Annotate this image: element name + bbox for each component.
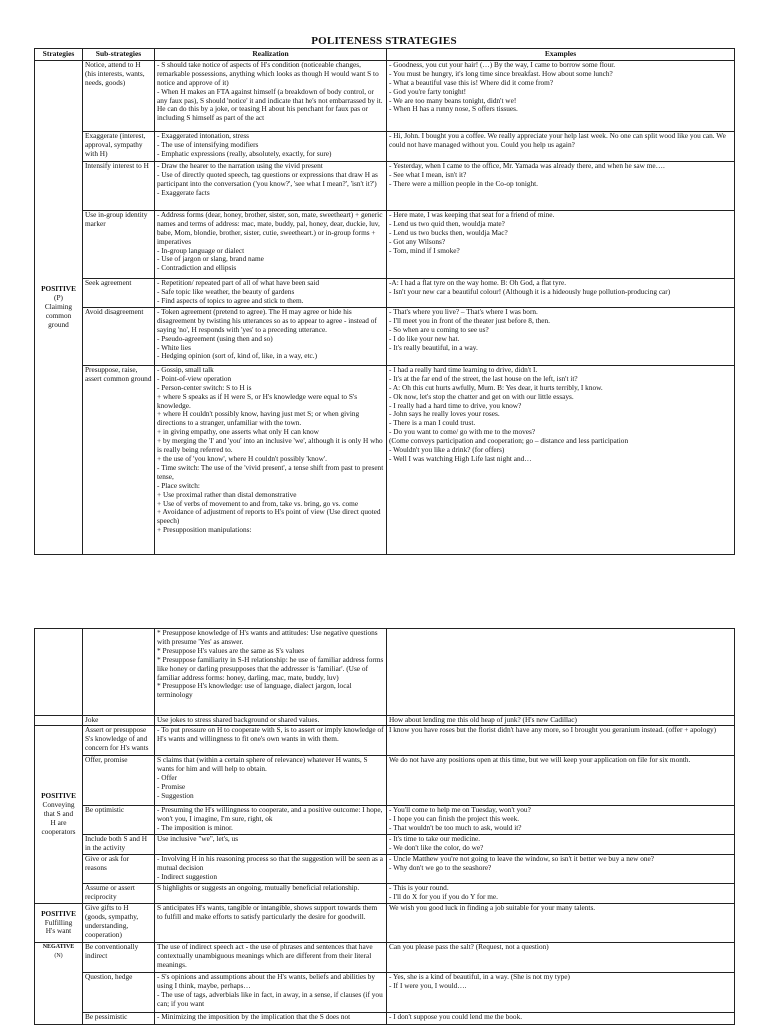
examples: -A: I had a flat tyre on the way home. B: Oh God, a flat tyre. - Isn't your new car a beautiful colour! (Although it is a hideously huge pollution-producing car) (387, 278, 735, 307)
examples: - Goodness, you cut your hair! (…) By the way, I came to borrow some flour. - You must be hungry, it's long time since breakfast. How about some lunch? - What a beautiful vase this is! Where did it come from? - God you're farty tonight! - We are too many beans tonight, didn't we! - When H has a runny nose, S offers tissues. (387, 60, 735, 131)
sub-strategy: Assume or assert reciprocity (83, 884, 155, 904)
table-row (35, 756, 735, 806)
page-title: POLITENESS STRATEGIES (311, 35, 457, 47)
examples: We wish you good luck in finding a job suitable for your many talents. (387, 904, 735, 943)
strategy-negative (35, 943, 83, 1025)
table-row (35, 307, 735, 365)
realization: * Presuppose knowledge of H's wants and attitudes: Use negative questions with presume 'Yes' as answer. * Presuppose H's values are the same as S's values * Presuppose familiarity in S-H relationship: he use of familiar address forms like honey or darling presupposes that the addresser is 'familiar'. (Use of familiar address forms: honey, darling, mac, mate, buddy, luv) * Presuppose H's knowledge: use of language, dialect jargon, local terminology (155, 629, 387, 716)
sub-strategy: Include both S and H in the activity (83, 835, 155, 855)
table-header-row (35, 49, 735, 61)
strategy-positive-claiming (35, 60, 83, 554)
table-row (35, 973, 735, 1013)
examples: We do not have any positions open at this time, but we will keep your application on file for six month. (387, 756, 735, 806)
table-row (35, 806, 735, 835)
table-row (35, 161, 735, 210)
sub-strategy: Give gifts to H (goods, sympathy, understanding, cooperation) (83, 904, 155, 943)
header-realization: Realization (155, 49, 387, 61)
strategy-positive-fulfilling (35, 904, 83, 943)
table-row (35, 365, 735, 554)
sub-strategy: Notice, attend to H (his interests, wants, needs, goods) (83, 60, 155, 131)
strategy-cell-empty (35, 629, 83, 716)
strategy-label: (P) Claiming common ground (44, 293, 73, 329)
table-row (35, 884, 735, 904)
realization: The use of indirect speech act - the use of phrases and sentences that have contextually unambiguous meanings which are different from their literal meanings. (155, 943, 387, 973)
examples: - Yes, she is a kind of beautiful, in a way. (She is not my type) - If I were you, I would…. (387, 973, 735, 1013)
examples-empty (387, 629, 735, 716)
sub-strategy: Exaggerate (interest, approval, sympathy with H) (83, 131, 155, 161)
sub-strategy: Joke (83, 716, 155, 726)
examples: - I had a really hard time learning to drive, didn't I. - It's at the far end of the street, the last house on the left, isn't it? - A: Oh this cut hurts awfully, Mum. B: Yes dear, it hurts terribly, I know. - Ok now, let's stop the chatter and get on with our little essays. - I really had a hard time to drive, you know? - John says he really loves your roses. - There is a man I could trust. - Do you want to come/ go with me to the moves? (Come conveys participation and cooperation; go – distance and less participation - Wouldn't you like a drink? (for offers) - Well I was watching High Life last night and… (387, 365, 735, 554)
realization: - Token agreement (pretend to agree). The H may agree or hide his disagreement by twisting his utterances so as to appear to agree - instead of saying 'no', H responds with 'yes' to a preceding utterance. - Pseudo-agreement (using then and so) - White lies - Hedging opinion (sort of, kind of, like, in a way, etc.) (155, 307, 387, 365)
examples: - This is your round. - I'll do X for you if you do Y for me. (387, 884, 735, 904)
sub-strategy: Question, hedge (83, 973, 155, 1013)
realization: - To put pressure on H to cooperate with S, is to assert or imply knowledge of H's wants and willingness to fit one's own wants in with them. (155, 726, 387, 756)
sub-strategy: Offer, promise (83, 756, 155, 806)
examples: I know you have roses but the florist didn't have any more, so I brought you geranium instead. (offer + apology) (387, 726, 735, 756)
sub-strategy: Give or ask for reasons (83, 855, 155, 884)
table-row (35, 904, 735, 943)
table-row (35, 835, 735, 855)
strategy-name: NEGATIVE (42, 944, 75, 950)
sub-strategy: Presuppose, raise, assert common ground (83, 365, 155, 554)
realization: - S's opinions and assumptions about the H's wants, beliefs and abilities by using I think, maybe, perhaps… - The use of tags, adverbials like in fact, in away, in a sense, if clauses (if you can; if you want (155, 973, 387, 1013)
examples: Can you please pass the salt? (Request, not a question) (387, 943, 735, 973)
table-row (35, 131, 735, 161)
realization: S claims that (within a certain sphere of relevance) whatever H wants, S wants for him and will help to obtain. - Offer - Promise - Suggestion (155, 756, 387, 806)
sub-strategy: Avoid disagreement (83, 307, 155, 365)
table-row (35, 1013, 735, 1025)
realization: S anticipates H's wants, tangible or intangible, shows support towards them to fulfill and make efforts to satisfy particularly the desire for goodwill. (155, 904, 387, 943)
examples: - You'll come to help me on Tuesday, won't you? - I hope you can finish the project this week. - That wouldn't be too much to ask, would it? (387, 806, 735, 835)
realization: - Presuming the H's willingness to cooperate, and a positive outcome: I hope, won't you, I imagine, I'm sure, right, ok - The imposition is minor. (155, 806, 387, 835)
realization: - Draw the hearer to the narration using the vivid present - Use of directly quoted speech, tag questions or expressions that draw H as participant into the conversation ('you know?', 'see what I mean?', 'isn't it?') - Exaggerate facts (155, 161, 387, 210)
sub-strategy: Assert or presuppose S's knowledge of and concern for H's wants (83, 726, 155, 756)
strategies-table-page-2 (34, 628, 735, 1025)
table-row (35, 716, 735, 726)
realization: - Gossip, small talk - Point-of-view operation - Person-center switch: S to H is + where S speaks as if H were S, or H's knowledge were equal to S's knowledge. + where H couldn't possibly know, having just met S; or when giving directions to a stranger, unfamiliar with the town. + in giving empathy, one asserts what only H can know + by merging the 'I' and 'you' into an inclusive 'we', although it is only H who is really being referred to. + the use of 'you know', where H couldn't possibly 'know'. - Time switch: The use of the 'vivid present', a tense shift from past to present tense, - Place switch: + Use proximal rather than distal demonstrative + Use of verbs of movement to and from, take vs. bring, go vs. come + Avoidance of adjustment of reports to H's point of view (Use direct quoted speech) + Presupposition manipulations: (155, 365, 387, 554)
table-row (35, 60, 735, 131)
examples: - Here mate, I was keeping that seat for a friend of mine. - Lend us two quid then, wouldja mate? - Lend us two bucks then, wouldja Mac? - Got any Wilsons? - Tom, mind if I smoke? (387, 210, 735, 278)
table-row (35, 629, 735, 716)
header-examples: Examples (387, 49, 735, 61)
strategy-label: Fulfilling H's want (44, 917, 73, 936)
examples: How about lending me this old heap of junk? (H's new Cadillac) (387, 716, 735, 726)
header-sub-strategies: Sub-strategies (83, 49, 155, 61)
examples: - Hi, John. I bought you a coffee. We really appreciate your help last week. No one can split wood like you can. We could not have managed without you. Could you help us again? (387, 131, 735, 161)
strategy-label: Conveying that S and H are cooperators (41, 800, 76, 836)
examples: - Uncle Matthew you're not going to leave the window, so isn't it better we buy a new one? - Why don't we go to the seashore? (387, 855, 735, 884)
table-row (35, 943, 735, 973)
realization: - Involving H in his reasoning process so that the suggestion will be seen as a mutual decision - Indirect suggestion (155, 855, 387, 884)
examples: - Yesterday, when I came to the office, Mr. Yamada was already there, and when he saw me…. - See what I mean, isn't it? - There were a million people in the Co-op tonight. (387, 161, 735, 210)
strategies-table-page-1 (34, 48, 735, 555)
realization: - Exaggerated intonation, stress - The use of intensifying modifiers - Emphatic expressions (really, absolutely, exactly, for sure) (155, 131, 387, 161)
sub-strategy: Be conventionally indirect (83, 943, 155, 973)
realization: Use inclusive "we", let's, us (155, 835, 387, 855)
examples: - I don't suppose you could lend me the book. (387, 1013, 735, 1025)
strategy-positive-cooperators (35, 726, 83, 904)
sub-strategy: Seek agreement (83, 278, 155, 307)
strategy-cell-empty (35, 716, 83, 726)
strategy-name: POSITIVE (41, 908, 76, 918)
sub-strategy-empty (83, 629, 155, 716)
table-row (35, 210, 735, 278)
realization: Use jokes to stress shared background or shared values. (155, 716, 387, 726)
realization: - Address forms (dear, honey, brother, sister, son, mate, sweetheart) + generic names and terms of address: mac, mate, buddy, pal, honey, dear, duckie, luv, babe, Mom, blondie, brother, sister, cutie, sweetheart.) or in-group forms + imperatives - In-group language or dialect - Use of jargon or slang, brand name - Contradiction and ellipsis (155, 210, 387, 278)
realization: - S should take notice of aspects of H's condition (noticeable changes, remarkable possessions, anything which looks as though H would want S to notice and approve of it) - When H makes an FTA against himself (a breakdown of body control, or any faux pas), S should 'notice' it and indicate that he's not embarrassed by it. He can do this by a joke, or teasing H about his penchant for faux pas or including S himself as part of the act (155, 60, 387, 131)
table-row (35, 726, 735, 756)
sub-strategy: Use in-group identity marker (83, 210, 155, 278)
sub-strategy: Intensify interest to H (83, 161, 155, 210)
strategy-label: (N) (54, 952, 63, 959)
realization: S highlights or suggests an ongoing, mutually beneficial relationship. (155, 884, 387, 904)
table-row (35, 855, 735, 884)
realization: - Minimizing the imposition by the implication that the S does not (155, 1013, 387, 1025)
strategy-name: POSITIVE (41, 791, 76, 801)
table-row (35, 278, 735, 307)
examples: - That's where you live? – That's where I was born. - I'll meet you in front of the theater just before 8, then. - So when are u coming to see us? - I do like your new hat. - It's really beautiful, in a way. (387, 307, 735, 365)
sub-strategy: Be pessimistic (83, 1013, 155, 1025)
sub-strategy: Be optimistic (83, 806, 155, 835)
realization: - Repetition/ repeated part of all of what have been said - Safe topic like weather, the beauty of gardens - Find aspects of topics to agree and stick to them. (155, 278, 387, 307)
strategy-name: POSITIVE (41, 284, 76, 294)
examples: - It's time to take our medicine. - We don't like the color, do we? (387, 835, 735, 855)
header-strategies: Strategies (35, 49, 83, 61)
